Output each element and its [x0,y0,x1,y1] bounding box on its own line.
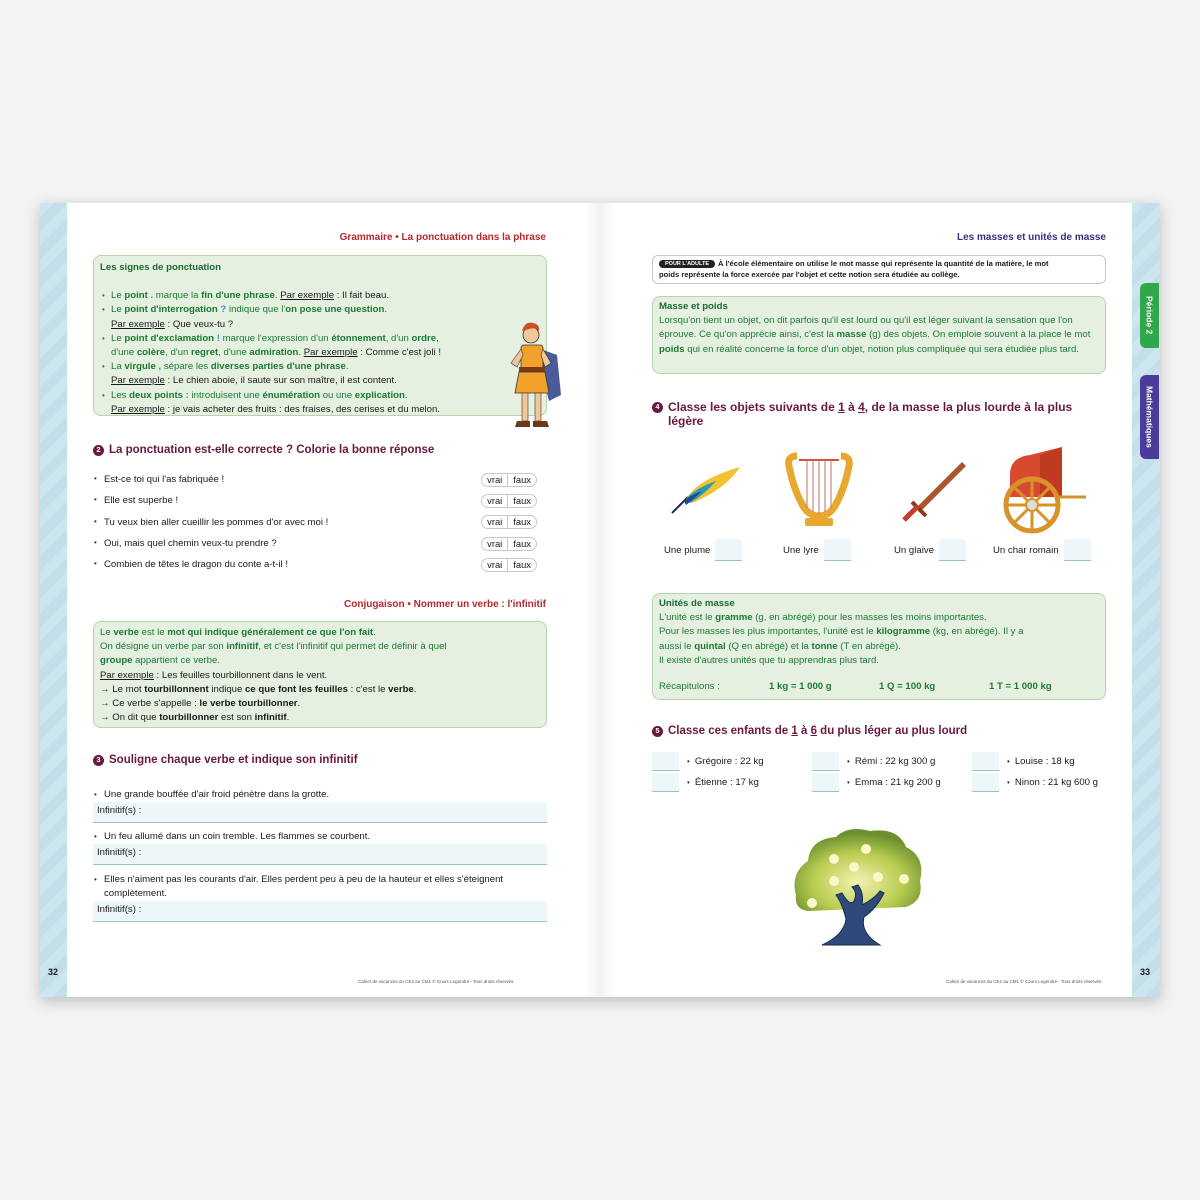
false-option[interactable]: faux [507,495,536,507]
exercise-2-title [93,443,553,457]
feather-icon [668,461,744,517]
rule-exclamation-mark: • Le point d'exclamation ! marque l'expression d'un étonnement, d'un ordre, d'une colère, d'un regret, d'une admiration. Par exemple : Comme c'est joli ! [100,332,540,360]
true-option[interactable]: vrai [487,516,503,528]
rank-input[interactable] [812,773,839,792]
hero-character-illustration [505,315,565,433]
recap-row: Récapitulons : 1 kg = 1 000 g 1 Q = 100 kg 1 T = 1 000 kg [659,681,1052,693]
exercise-title-text: La ponctuation est-elle correcte ? Colorie la bonne réponse [109,444,435,456]
rule-question-mark: • Le point d'interrogation ? indique que l'on pose une question. Par exemple : Que veux-tu ? [100,303,540,331]
infinitive-input[interactable]: Infinitif(s) : [93,901,547,922]
footer-credit-right: Cahier de vacances du CE2 au CM1 © Cours Legendre - Tous droits réservés. [946,979,1103,984]
true-false-toggle [481,515,537,529]
child-item: • Grégoire : 22 kg [652,751,764,772]
rank-input[interactable] [824,539,851,561]
children-col-3 [972,751,1098,793]
exercise-number-badge: 2 [93,445,104,456]
book-gutter [585,203,615,997]
true-false-toggle [481,494,537,508]
exercise-number-badge: 4 [652,402,663,413]
object-plume: Une plume [664,539,742,561]
sentence: • Elles n'aiment pas les courants d'air. Elles perdent peu à peu de la hauteur et elles s'éteignent complètement. [93,873,513,901]
punctuation-rules-box [93,255,547,416]
mass-units-box: Unités de masse L'unité est le gramme (g, en abrégé) pour les masses les moins importantes. Pour les masses les plus importantes, l'unité est le kilogramme (kg, en abrégé). Il y a aussi le quintal (Q en abrégé) et la tonne (T en abrégé). Il existe d'autres unités que tu apprendras plus tard. Récapitulons : 1 kg = 1 000 g 1 Q = 100 kg 1 T = 1 000 kg [652,593,1106,700]
object-glaive: Un glaive [894,539,966,561]
false-option[interactable]: faux [507,538,536,550]
true-false-toggle [481,558,537,572]
rank-input[interactable] [652,773,679,792]
rank-input[interactable] [1064,539,1091,561]
sentence: • Est-ce toi qui l'as fabriquée ! [93,474,224,485]
rank-input[interactable] [939,539,966,561]
object-lyre: Une lyre [783,539,851,561]
true-false-toggle [481,473,537,487]
exercise-title-text: Souligne chaque verbe et indique son infinitif [109,754,358,766]
true-option[interactable]: vrai [487,494,503,506]
exercise-title-text: Classe les objets suivants de 1 à 4, de la masse la plus lourde à la plus légère [668,400,1073,428]
true-false-row [93,533,537,554]
false-option[interactable]: faux [507,474,536,486]
true-false-row [93,512,537,533]
rank-input[interactable] [972,752,999,771]
rank-input[interactable] [972,773,999,792]
sword-icon [898,458,970,524]
golden-apple-tree-illustration [788,823,928,947]
exercise-title-text: Classe ces enfants de 1 à 6 du plus léger au plus lourd [668,725,968,737]
footer-credit-left: Cahier de vacances du CE2 au CM1 © Cours Legendre - Tous droits réservés. [358,979,515,984]
exercise-number-badge: 3 [93,755,104,766]
lyre-icon [785,448,853,530]
adult-note: POUR L'ADULTE À l'école élémentaire on utilise le mot masse qui représente la quantité de la matière, le mot poids représente la force exercée par l'objet et cette notion sera étudiée au collège. [652,255,1106,284]
child-item: • Ninon : 21 kg 600 g [972,772,1098,793]
tab-label: Mathématiques [1144,386,1155,448]
infinitive-input[interactable]: Infinitif(s) : [93,844,547,865]
verb-definition-box: Le verbe est le mot qui indique généralement ce que l'on fait. On désigne un verbe par son infinitif, et c'est l'infinitif qui permet de définir à quel groupe appartient ce verbe. Par exemple : Les feuilles tourbillonnent dans le vent. → Le mot tourbillonnent indique ce que font les feuilles : c'est le verbe. → Ce verbe s'appelle : le verbe tourbillonner. → On dit que tourbillonner est son infinitif. [93,621,547,728]
true-false-row [93,554,537,575]
sentence: • Une grande bouffée d'air froid pénètre dans la grotte. [93,788,547,802]
mass-section-title: Les masses et unités de masse [957,232,1106,243]
infinitive-input[interactable]: Infinitif(s) : [93,802,547,823]
true-false-toggle [481,537,537,551]
child-item: • Emma : 21 kg 200 g [812,772,941,793]
sentence: • Elle est superbe ! [93,495,178,506]
adult-badge: POUR L'ADULTE [659,260,715,268]
true-option[interactable]: vrai [487,473,503,485]
false-option[interactable]: faux [507,516,536,528]
object-char-romain: Un char romain [993,539,1091,561]
sentence: • Un feu allumé dans un coin tremble. Les flammes se courbent. [93,830,547,844]
true-false-row [93,490,537,511]
left-margin-decoration [40,203,67,997]
child-item: • Louise : 18 kg [972,751,1098,772]
tab-label: Période 2 [1144,296,1155,335]
true-option[interactable]: vrai [487,558,503,570]
rule-colon: • Les deux points : introduisent une énumération ou une explication. Par exemple : je vais acheter des fruits : des fraises, des cerises et du melon. [100,389,540,417]
box-title: Unités de masse [659,598,735,609]
page-number-right: 33 [1139,967,1150,977]
exercise-3-list [93,788,547,922]
exercise-5-title [652,724,1102,738]
exercise-2-list [93,469,537,575]
rule-point: • Le point . marque la fin d'une phrase. Par exemple : Il fait beau. [100,289,540,303]
false-option[interactable]: faux [507,559,536,571]
exercise-number-badge: 5 [652,726,663,737]
child-item: • Étienne : 17 kg [652,772,764,793]
children-col-1 [652,751,764,793]
children-col-2 [812,751,941,793]
mass-weight-box: Masse et poids Lorsqu'on tient un objet, on dit parfois qu'il est lourd ou qu'il est léger suivant la sensation que l'on éprouve. Ce qu'on apprécie ainsi, c'est la masse (g) des objets. On emploie souvent à la place le mot poids qui en réalité concerne la force d'un objet, notion plus compliquée qui sera étudiée plus tard. [652,296,1106,374]
rank-input[interactable] [652,752,679,771]
rule-comma: • La virgule , sépare les diverses parties d'une phrase. Par exemple : Le chien aboie, il saute sur son maître, il est content. [100,360,540,388]
sentence: • Combien de têtes le dragon du conte a-t-il ! [93,559,288,570]
chariot-icon [1000,445,1086,537]
exercise-3-title [93,753,553,767]
workbook-spread [40,203,1160,997]
page-number-left: 32 [48,967,59,977]
sentence: • Oui, mais quel chemin veux-tu prendre ? [93,538,277,549]
exercise-4-title [652,400,1092,428]
rank-input[interactable] [812,752,839,771]
tab-periode-2[interactable] [1140,283,1159,348]
conjugation-section-title: Conjugaison • Nommer un verbe : l'infinitif [344,599,546,610]
true-option[interactable]: vrai [487,537,503,549]
box-title: Masse et poids [659,301,728,312]
grammar-section-title: Grammaire • La ponctuation dans la phrase [339,232,546,243]
box-title: Les signes de ponctuation [100,262,222,273]
sentence: • Tu veux bien aller cueillir les pommes d'or avec moi ! [93,517,328,528]
tab-mathematiques[interactable] [1140,375,1159,459]
true-false-row [93,469,537,490]
child-item: • Rémi : 22 kg 300 g [812,751,941,772]
rank-input[interactable] [715,539,742,561]
